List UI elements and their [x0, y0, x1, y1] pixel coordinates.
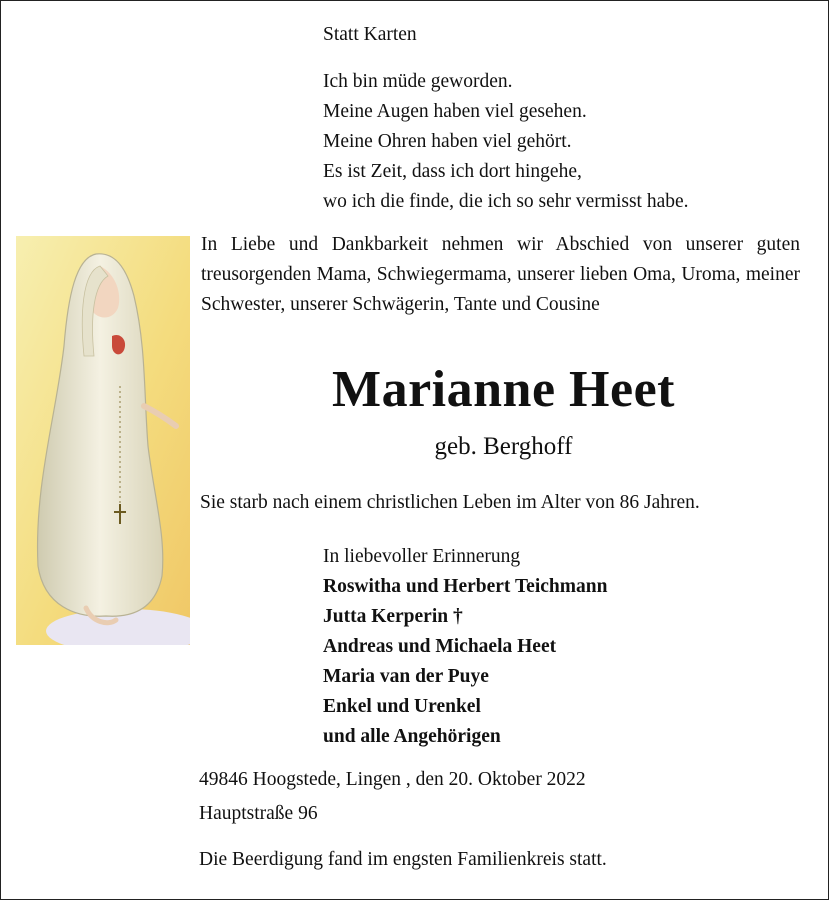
poem-line: Ich bin müde geworden. — [323, 71, 513, 92]
mourners-intro: In liebevoller Erinnerung — [323, 546, 521, 567]
poem-line: wo ich die finde, die ich so sehr vermisst habe. — [323, 191, 689, 212]
mourner-name: Enkel und Urenkel — [323, 696, 481, 717]
poem-line: Meine Augen haben viel gesehen. — [323, 101, 587, 122]
mourner-name: Andreas und Michaela Heet — [323, 636, 557, 657]
mourners-block — [323, 542, 607, 752]
poem-line: Meine Ohren haben viel gehört. — [323, 131, 572, 152]
poem-line: Es ist Zeit, dass ich dort hingehe, — [323, 161, 582, 182]
header-text: Statt Karten — [323, 24, 417, 45]
death-note: Sie starb nach einem christlichen Leben im Alter von 86 Jahren. — [200, 492, 700, 513]
mourner-name: Roswitha und Herbert Teichmann — [323, 576, 608, 597]
poem — [323, 67, 689, 217]
place-date: 49846 Hoogstede, Lingen , den 20. Oktober 2022 — [199, 769, 586, 790]
funeral-note: Die Beerdigung fand im engsten Familienkreis statt. — [199, 849, 607, 870]
intro-paragraph: In Liebe und Dankbarkeit nehmen wir Abschied von unserer guten treusorgenden Mama, Schwiegermama, unserer lieben Oma, Uroma, meiner Schwester, unserer Schwägerin, Tante und Cousine — [201, 234, 800, 315]
street-address: Hauptstraße 96 — [199, 803, 318, 824]
madonna-figure-icon — [16, 236, 190, 645]
birth-name: geb. Berghoff — [434, 433, 573, 460]
deceased-name: Marianne Heet — [332, 361, 675, 418]
mourner-name: und alle Angehörigen — [323, 726, 501, 747]
mourner-name: Jutta Kerperin † — [323, 606, 463, 627]
mourner-name: Maria van der Puye — [323, 666, 489, 687]
